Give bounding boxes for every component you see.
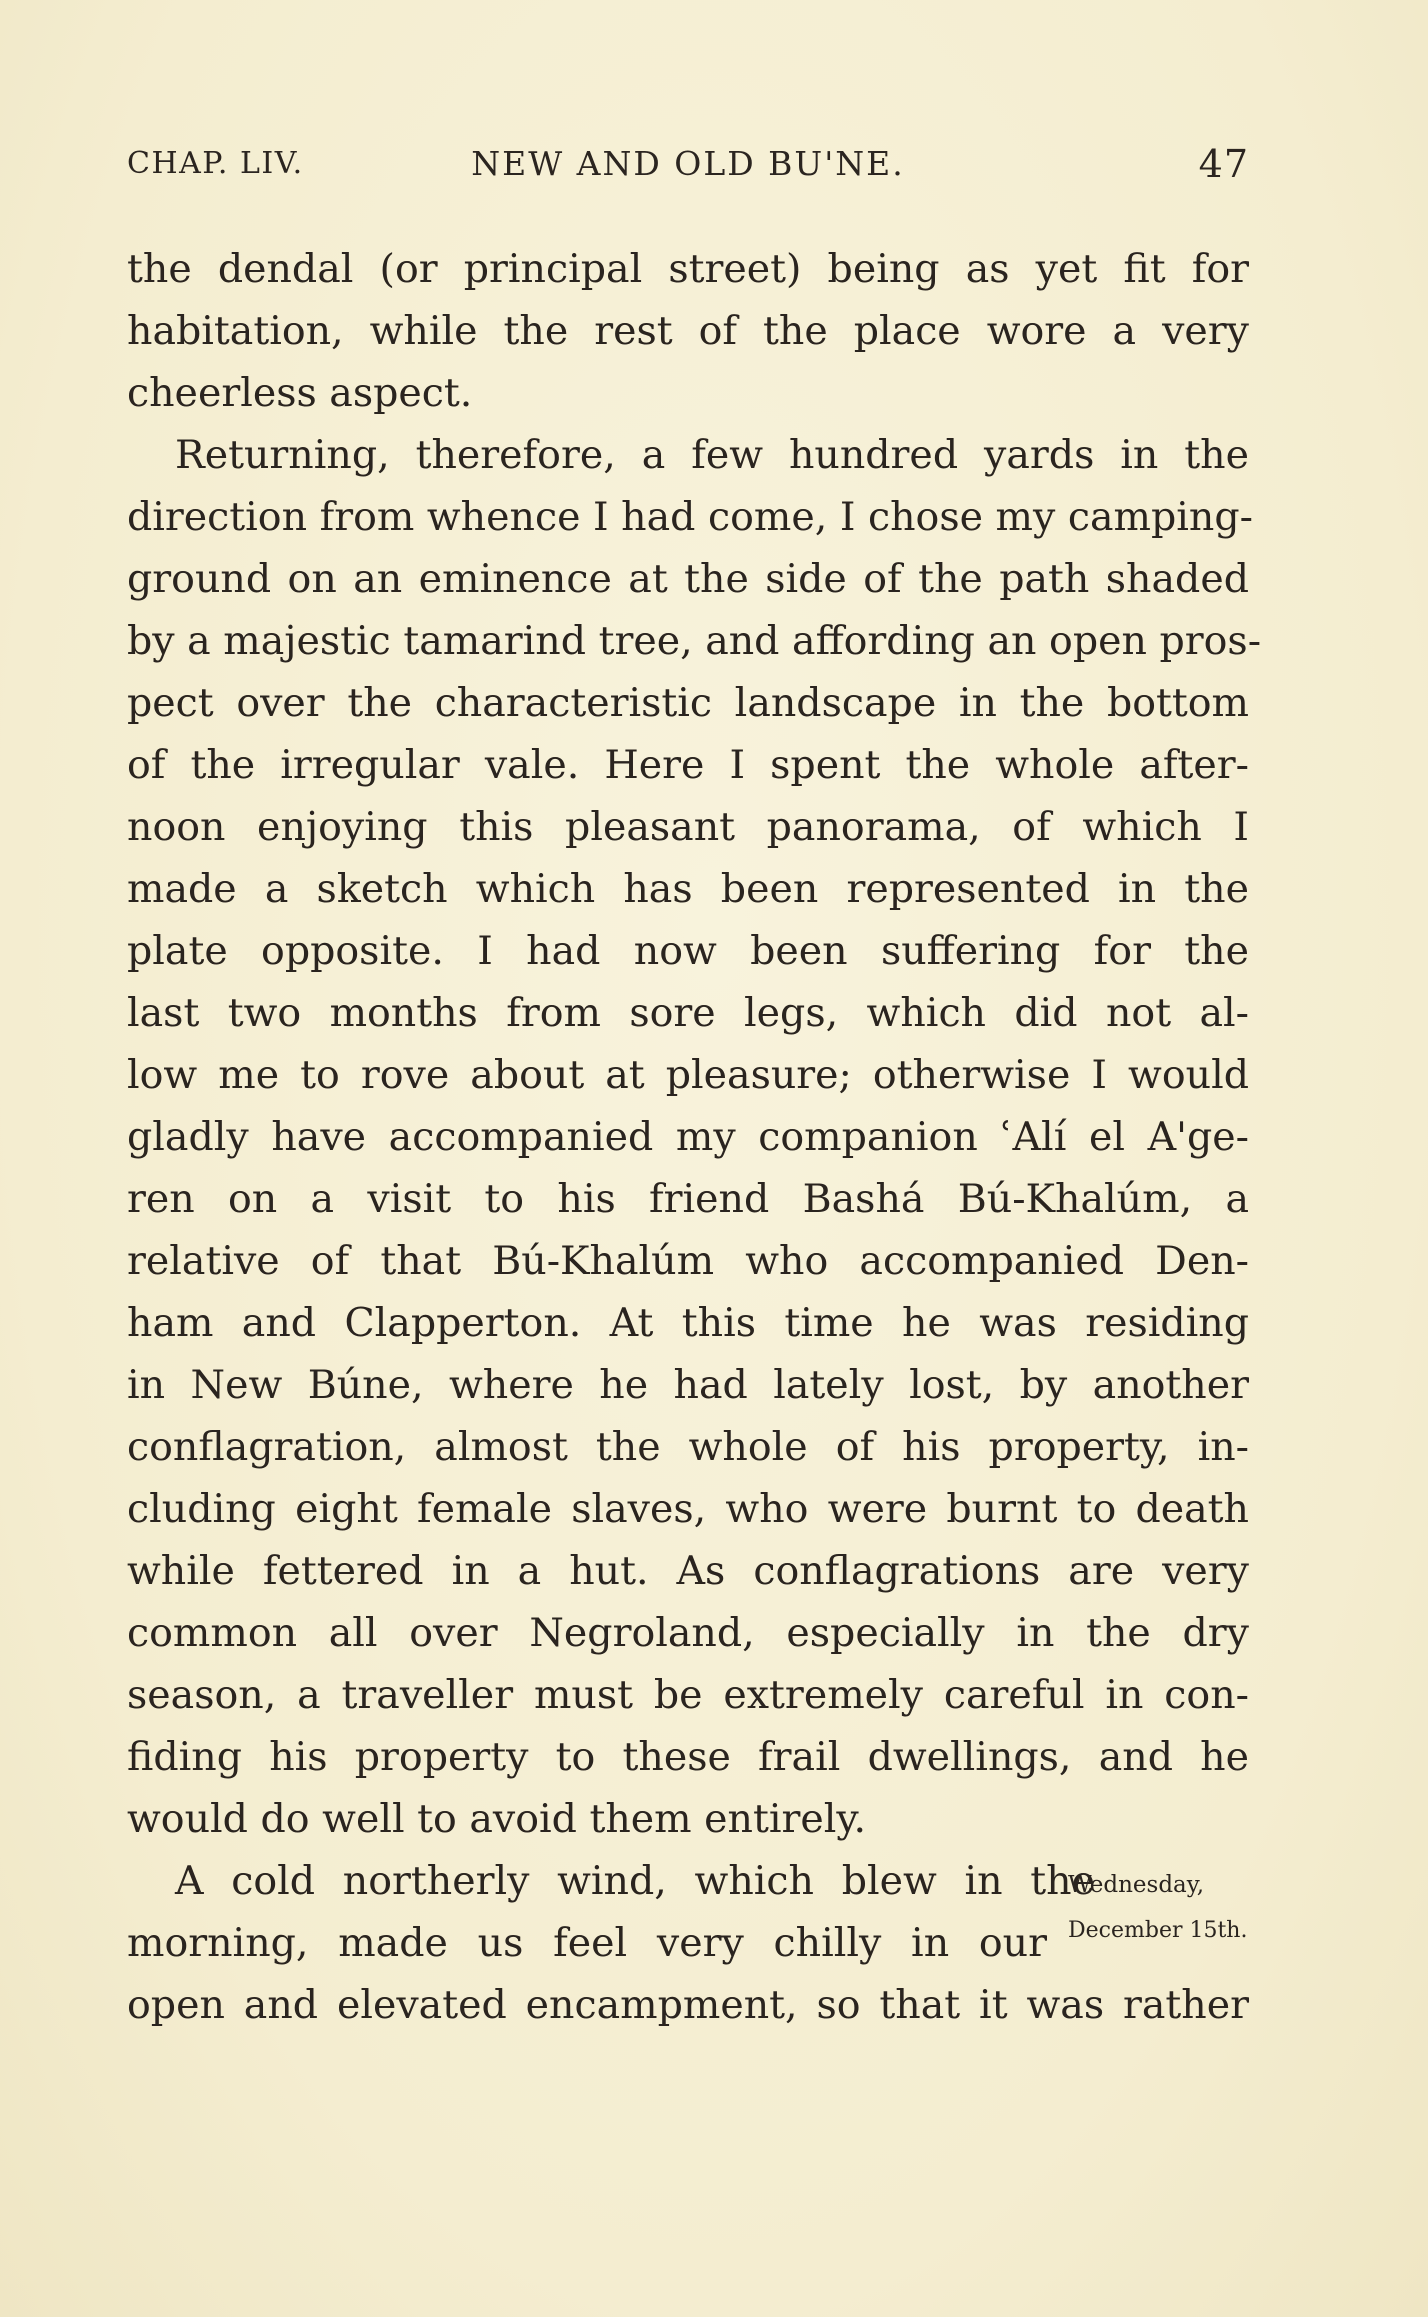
text-line: ham and Clapperton. At this time he was residing <box>127 1300 1249 1346</box>
text-line: common all over Negroland, especially in the dry <box>127 1610 1249 1656</box>
text-line: while fettered in a hut. As conflagrations are very <box>127 1548 1249 1594</box>
text-line: habitation, while the rest of the place wore a very <box>127 308 1249 354</box>
text-line: A cold northerly wind, which blew in the <box>175 1858 1095 1904</box>
page-number: 47 <box>1198 142 1249 186</box>
text-line: ren on a visit to his friend Bashá Bú-Khalúm, a <box>127 1176 1249 1222</box>
body-text <box>127 238 1262 2036</box>
text-line: pect over the characteristic landscape in the bottom <box>127 680 1249 726</box>
text-line: in New Búne, where he had lately lost, by another <box>127 1362 1249 1408</box>
text-line: noon enjoying this pleasant panorama, of which I <box>127 804 1249 850</box>
text-line: of the irregular vale. Here I spent the whole after- <box>127 742 1249 788</box>
margin-note-date: December 15th. <box>1068 1918 1248 1943</box>
text-line: ground on an eminence at the side of the path shaded <box>127 556 1249 602</box>
text-line: plate opposite. I had now been suffering for the <box>127 928 1249 974</box>
running-header <box>127 140 1249 190</box>
text-line: relative of that Bú-Khalúm who accompanied Den- <box>127 1238 1249 1284</box>
text-line: season, a traveller must be extremely careful in con- <box>127 1672 1249 1718</box>
text-line: morning, made us feel very chilly in our <box>127 1920 1047 1966</box>
text-line: by a majestic tamarind tree, and affording an open pros- <box>127 618 1262 664</box>
text-line: would do well to avoid them entirely. <box>127 1796 867 1842</box>
text-line: conflagration, almost the whole of his property, in- <box>127 1424 1249 1470</box>
text-line: low me to rove about at pleasure; otherwise I would <box>127 1052 1249 1098</box>
text-line: last two months from sore legs, which did not al- <box>127 990 1249 1036</box>
running-title: NEW AND OLD BU'NE. <box>471 144 905 183</box>
text-line: Returning, therefore, a few hundred yards in the <box>175 432 1249 478</box>
text-line: the dendal (or principal street) being as yet fit for <box>127 246 1249 292</box>
text-line: gladly have accompanied my companion ʿAlí el A'ge- <box>127 1114 1249 1160</box>
text-line: open and elevated encampment, so that it was rather <box>127 1982 1249 2028</box>
text-line: cheerless aspect. <box>127 370 473 416</box>
text-line: cluding eight female slaves, who were burnt to death <box>127 1486 1249 1532</box>
text-line: made a sketch which has been represented in the <box>127 866 1249 912</box>
margin-note-day: Wednesday, <box>1068 1872 1205 1898</box>
chapter-label: CHAP. LIV. <box>127 146 304 181</box>
text-line: fiding his property to these frail dwellings, and he <box>127 1734 1249 1780</box>
text-line: direction from whence I had come, I chose my camping- <box>127 494 1253 540</box>
